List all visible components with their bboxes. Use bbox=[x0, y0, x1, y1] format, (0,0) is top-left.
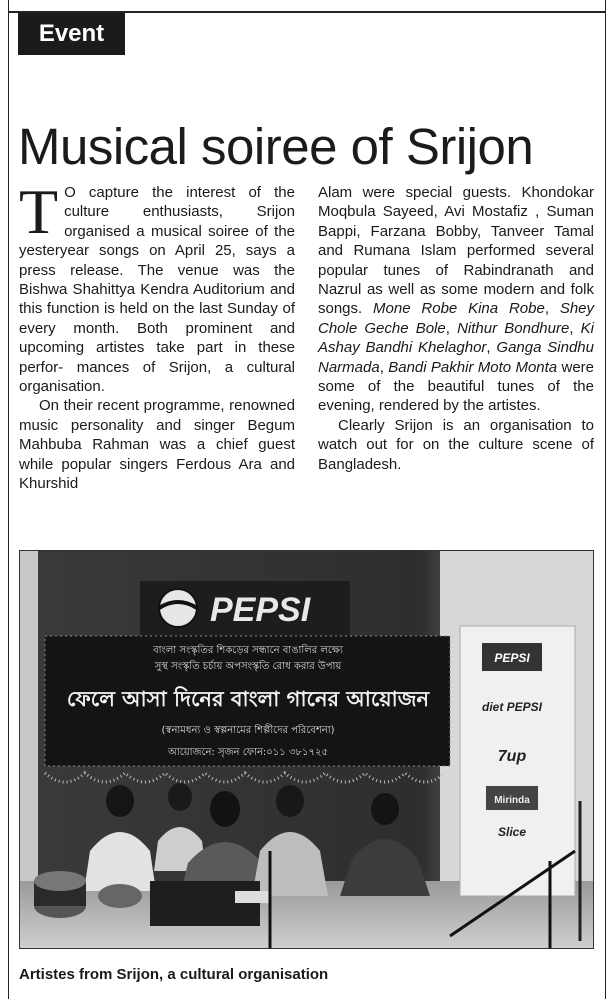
song-title: Shey Chole Geche Bole bbox=[318, 300, 595, 337]
pepsi-sign: PEPSI bbox=[210, 591, 311, 629]
section-tag: Event bbox=[18, 13, 125, 55]
article-paragraph-2: On their recent programme, renowned music personality and singer Begum Mahbuba Rahman was a chief guest while popular singers Ferdous Ara and Khurshid bbox=[19, 397, 295, 493]
article-paragraph-3: Alam were special guests. Khondokar Moqbula Sayeed, Avi Mostafiz , Suman Bappi, Farzana Bobby, Tanveer Tamal and Rumana Islam performed several popular tunes of Rabindranath and Nazrul as well as some modern and folk songs. Mone Robe Kina Robe, Shey Chole Geche Bole, Nithur Bondhure, Ki Ashay Bandhi Khelaghor, Ganga Sindhu Narmada, Bandi Pakhir Moto Monta were some of the beautiful tunes of the evening, rendered by the artistes. bbox=[318, 184, 595, 415]
banner-title: ফেলে আসা দিনের বাংলা গানের আয়োজন bbox=[66, 687, 430, 711]
paragraph-1-text: O capture the interest of the culture enthusiasts, Srijon organised a musical soiree of the yesteryear songs on April 25, says a press release. The venue was the Bishwa Shahittya Kendra Auditorium and this function is held on the last Sunday of every month. Both prominent and upcoming artistes take part in these perfor- mances of Srijon, a cultural organisation. bbox=[19, 184, 295, 396]
paragraph-3-end: were some of the beautiful tunes of the evening, rendered by the artistes. bbox=[318, 358, 595, 415]
event-photo bbox=[19, 550, 594, 949]
stand-logo-4: Mirinda bbox=[494, 795, 530, 806]
song-title: Ganga Sindhu Narmada bbox=[318, 339, 594, 376]
song-title: Nithur Bondhure bbox=[457, 319, 570, 337]
article-column-2 bbox=[318, 183, 594, 474]
article-paragraph-1 bbox=[19, 176, 295, 396]
headline: Musical soiree of Srijon bbox=[18, 118, 534, 176]
stand-logo-5: Slice bbox=[497, 825, 527, 839]
song-title: Bandi Pakhir Moto Monta bbox=[388, 358, 558, 376]
banner-line-4: আয়োজনে: সৃজন ফোন:০১১ ৩৮১৭২৫ bbox=[168, 747, 328, 758]
stand-logo-1: PEPSI bbox=[494, 651, 530, 665]
drop-cap: T bbox=[19, 176, 59, 247]
photo-caption: Artistes from Srijon, a cultural organisation bbox=[19, 966, 329, 983]
stand-logo-3: 7up bbox=[497, 748, 527, 765]
article-column-1 bbox=[19, 176, 295, 494]
banner-line-2: সুস্থ সংস্কৃতি চর্চায় অপসংস্কৃতি রোধ করার উপায় bbox=[154, 661, 342, 672]
song-title: Mone Robe Kina Robe bbox=[373, 300, 545, 318]
song-title: Ki Ashay Bandhi Khelaghor bbox=[318, 319, 595, 357]
article-paragraph-4: Clearly Srijon is an organisation to watch out for on the culture scene of Bangladesh. bbox=[318, 416, 594, 473]
banner-line-3: (স্বনামধন্য ও স্বল্পনামের শিল্পীদের পরিবেশনা) bbox=[161, 725, 335, 736]
event-photo-illustration bbox=[20, 551, 593, 948]
paragraph-3-text: Alam were special guests. Khondokar Moqbula Sayeed, Avi Mostafiz , Suman Bappi, Farzana Bobby, Tanveer Tamal and Rumana Islam performed several popular tunes of Rabindranath and Nazrul as well as some modern and folk songs. bbox=[318, 184, 594, 318]
stand-logo-2: diet PEPSI bbox=[481, 700, 543, 714]
banner-line-1: বাংলা সংস্কৃতির শিকড়ের সন্ধানে বাঙালির লক্ষ্যে bbox=[153, 645, 343, 656]
